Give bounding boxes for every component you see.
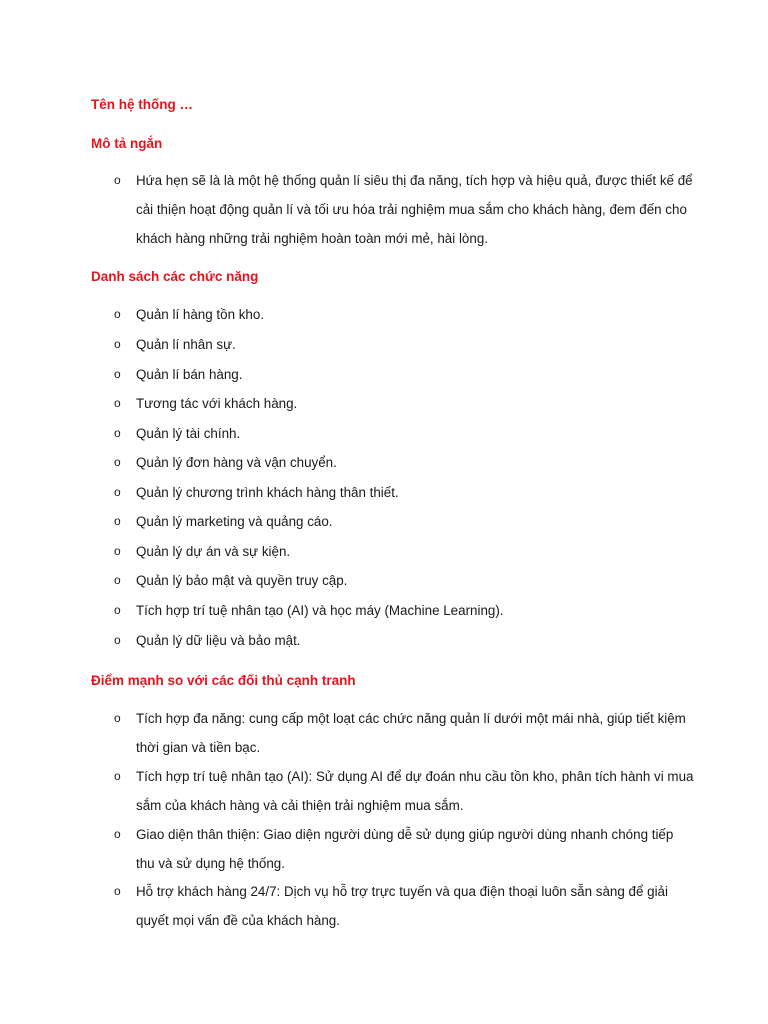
features-heading: Danh sách các chức năng xyxy=(91,269,259,284)
feature-item xyxy=(114,300,694,329)
strength-text: Tích hợp trí tuệ nhân tạo (AI): Sử dụng AI để dự đoán nhu cầu tồn kho, phân tích hành vi mua sắm của khách hàng và cải thiện trải nghiệm mua sắm. xyxy=(136,769,694,813)
strength-text: Tích hợp đa năng: cung cấp một loạt các chức năng quản lí dưới một mái nhà, giúp tiết kiệm thời gian và tiền bạc. xyxy=(136,711,686,755)
feature-text: Quản lý đơn hàng và vận chuyển. xyxy=(136,455,337,470)
bullet-marker: o xyxy=(114,455,121,469)
feature-item xyxy=(114,596,694,625)
bullet-marker: o xyxy=(114,827,121,841)
feature-item xyxy=(114,507,694,536)
bullet-marker: o xyxy=(114,337,121,351)
strength-text: Hỗ trợ khách hàng 24/7: Dịch vụ hỗ trợ trực tuyến và qua điện thoại luôn sẵn sàng để giải quyết mọi vấn đề của khách hàng. xyxy=(136,884,668,928)
feature-text: Quản lý dữ liệu và bảo mật. xyxy=(136,633,301,648)
feature-text: Quản lý tài chính. xyxy=(136,426,241,441)
bullet-marker: o xyxy=(114,769,121,783)
strengths-heading: Điểm mạnh so với các đối thủ cạnh tranh xyxy=(91,673,356,688)
strength-item xyxy=(114,704,694,762)
feature-text: Quản lý marketing và quảng cáo. xyxy=(136,514,333,529)
strength-item xyxy=(114,877,694,935)
feature-text: Tương tác với khách hàng. xyxy=(136,396,298,411)
feature-text: Quản lí hàng tồn kho. xyxy=(136,307,265,322)
short-description-text: Hứa hẹn sẽ là là một hệ thống quản lí siêu thị đa năng, tích hợp và hiệu quả, được thiết kế để cải thiện hoạt động quản lí và tối ưu hóa trải nghiệm mua sắm cho khách hàng, đem đến cho khách hàng những trải nghiệm hoàn toàn mới mẻ, hài lòng. xyxy=(136,173,693,246)
feature-text: Quản lý bảo mật và quyền truy cập. xyxy=(136,573,348,588)
system-name-heading: Tên hệ thống … xyxy=(91,97,193,112)
bullet-marker: o xyxy=(114,603,121,617)
bullet-marker: o xyxy=(114,396,121,410)
strength-item xyxy=(114,762,694,820)
bullet-marker: o xyxy=(114,173,121,187)
bullet-marker: o xyxy=(114,367,121,381)
bullet-marker: o xyxy=(114,633,121,647)
feature-item xyxy=(114,537,694,566)
feature-text: Tích hợp trí tuệ nhân tạo (AI) và học máy (Machine Learning). xyxy=(136,603,504,618)
bullet-marker: o xyxy=(114,426,121,440)
short-description-heading: Mô tả ngắn xyxy=(91,136,163,151)
bullet-marker: o xyxy=(114,711,121,725)
bullet-marker: o xyxy=(114,514,121,528)
strength-item xyxy=(114,820,694,878)
feature-item xyxy=(114,419,694,448)
feature-item xyxy=(114,330,694,359)
feature-item xyxy=(114,626,694,655)
feature-text: Quản lí nhân sự. xyxy=(136,337,236,352)
strength-text: Giao diện thân thiện: Giao diện người dùng dễ sử dụng giúp người dùng nhanh chóng tiếp thu và sử dụng hệ thống. xyxy=(136,827,674,871)
feature-item xyxy=(114,566,694,595)
bullet-marker: o xyxy=(114,573,121,587)
bullet-marker: o xyxy=(114,544,121,558)
feature-text: Quản lý dự án và sự kiện. xyxy=(136,544,291,559)
feature-text: Quản lý chương trình khách hàng thân thiết. xyxy=(136,485,399,500)
feature-item xyxy=(114,389,694,418)
bullet-marker: o xyxy=(114,485,121,499)
feature-item xyxy=(114,448,694,477)
short-description-item xyxy=(114,166,694,253)
feature-item xyxy=(114,360,694,389)
bullet-marker: o xyxy=(114,307,121,321)
bullet-marker: o xyxy=(114,884,121,898)
feature-text: Quản lí bán hàng. xyxy=(136,367,243,382)
feature-item xyxy=(114,478,694,507)
